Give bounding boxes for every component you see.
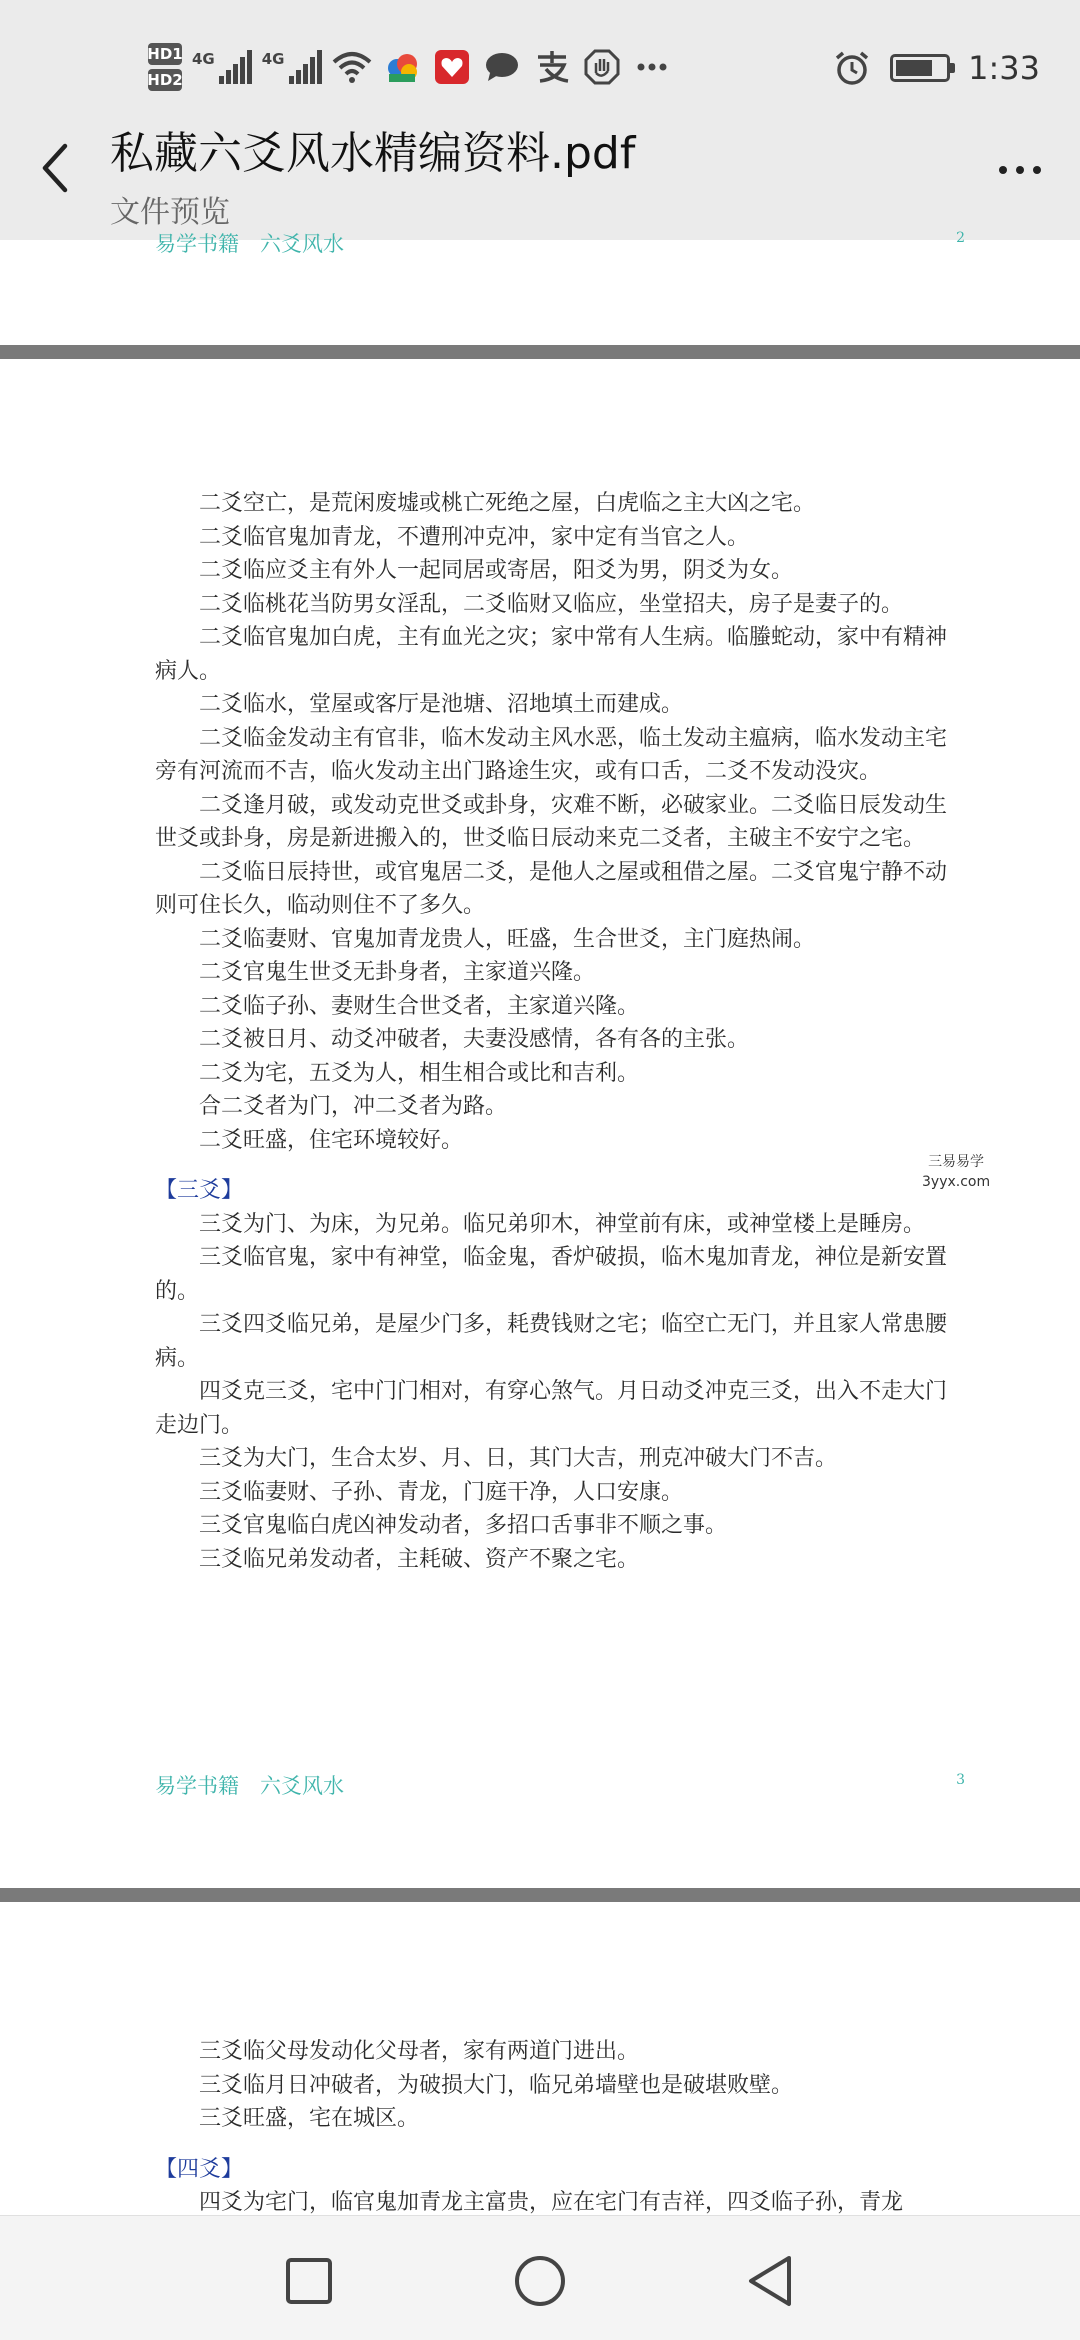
status-bar [0,0,1080,135]
paragraph: 三爻为门、为床，为兄弟。临兄弟卯木，神堂前有床，或神堂楼上是睡房。 [199,1211,926,1237]
paragraph: 二爻临子孙、妻财生合世爻者，主家道兴隆。 [199,993,640,1019]
dot-icon [1016,166,1024,174]
page-separator [0,1888,1080,1902]
paragraph: 二爻临日辰持世，或官鬼居二爻，是他人之屋或租借之屋。二爻官鬼宁静不动则可住长久，临动则住不了多久。 [155,859,948,918]
chat-bubble-icon [482,47,522,87]
system-nav-bar [0,2215,1080,2340]
hd-indicators [148,43,182,91]
chevron-left-icon [40,143,70,193]
page-separator [0,345,1080,359]
page2-footer-title: 易学书籍 六爻风水 [155,232,344,256]
wifi-icon [332,47,372,87]
clock: 1:33 [968,49,1040,87]
recent-apps-button[interactable] [274,2246,344,2316]
page3-content [155,487,965,1576]
sim1-network-label: 4G [192,50,215,68]
page3-footer [155,1770,965,1800]
section-heading: 【四爻】 [155,2156,244,2182]
file-title: 私藏六爻风水精编资料.pdf [110,128,636,179]
sim1-signal-icon [192,50,252,84]
paragraph: 四爻为宅门，临官鬼加青龙主富贵，应在宅门有吉祥，四爻临子孙，青龙 [199,2190,904,2215]
paragraph: 三爻临妻财、子孙、青龙，门庭干净，人口安康。 [199,1479,684,1505]
paragraph: 二爻临妻财、官鬼加青龙贵人，旺盛，生合世爻，主门庭热闹。 [199,926,816,952]
page3-number: 3 [956,1772,965,1788]
paragraph: 二爻临金发动主有官非，临木发动主风水恶，临土发动主瘟病，临水发动主宅旁有河流而不吉，临火发动主出门路途生灾，或有口舌，二爻不发动没灾。 [155,725,948,784]
paragraph: 二爻官鬼生世爻无卦身者，主家道兴隆。 [199,960,596,985]
paragraph: 二爻临桃花当防男女淫乱，二爻临财又临应，坐堂招夫，房子是妻子的。 [199,591,904,617]
home-button[interactable] [505,2246,575,2316]
triangle-back-icon [745,2254,795,2308]
dot-icon [1033,166,1041,174]
section-heading: 【三爻】 [155,1178,244,1203]
paragraph: 二爻为宅，五爻为人，相生相合或比和吉利。 [199,1060,640,1086]
paragraph: 二爻临官鬼加青龙，不遭刑冲克冲，家中定有当官之人。 [199,524,750,550]
watermark [922,1152,990,1192]
paragraph: 二爻旺盛，住宅环境较好。 [199,1127,464,1153]
watermark-line2: 3yyx.com [922,1174,991,1190]
watermark-line1: 三易易学 [928,1154,985,1170]
paragraph: 三爻旺盛，宅在城区。 [199,2106,420,2131]
paragraph: 二爻被日月、动爻冲破者，夫妻没感情，各有各的主张。 [199,1027,750,1052]
red-app-icon [432,47,472,87]
paragraph: 三爻临父母发动化父母者，家有两道门进出。 [199,2039,640,2064]
battery-icon [890,54,950,82]
square-icon [284,2256,334,2306]
battery-level [896,60,932,76]
status-left-icons [148,32,672,102]
paragraph: 二爻空亡，是荒闲废墟或桃亡死绝之屋，白虎临之主大凶之宅。 [199,491,816,516]
page2-footer [155,228,965,258]
circle-icon [512,2253,568,2309]
paragraph: 三爻临官鬼，家中有神堂，临金鬼，香炉破损，临木鬼加青龙，神位是新安置的。 [155,1245,948,1304]
pdf-viewer[interactable] [0,230,1080,2215]
paragraph: 三爻为大门，生合太岁、月、日，其门大吉，刑克冲破大门不吉。 [199,1446,838,1471]
file-preview-label: 文件预览 [110,195,230,230]
paragraph: 三爻官鬼临白虎凶神发动者，多招口舌事非不顺之事。 [199,1513,728,1538]
status-right-icons [832,38,1040,98]
paragraph: 二爻逢月破，或发动克世爻或卦身，灾难不断，必破家业。二爻临日辰发动生世爻或卦身，房是新进搬入的，世爻临日辰动来克二爻者，主破主不安宁之宅。 [155,792,948,851]
sim2-signal-icon [262,50,322,84]
back-nav-button[interactable] [735,2246,805,2316]
sim2-network-label: 4G [261,50,285,68]
paragraph: 二爻临应爻主有外人一起同居或寄居，阳爻为男，阴爻为女。 [199,558,794,583]
paragraph: 二爻临水，堂屋或客厅是池塘、沼地填土而建成。 [199,692,684,717]
paragraph: 三爻四爻临兄弟，是屋少门多，耗费钱财之宅；临空亡无门，并且家人常患腰病。 [155,1312,948,1371]
paragraph: 合二爻者为门，冲二爻者为路。 [199,1094,508,1119]
hd2-badge: HD2 [147,71,183,89]
hand-stop-icon [582,47,622,87]
hd1-badge: HD1 [147,45,183,63]
alipay-icon [532,47,572,87]
dot-icon [999,166,1007,174]
page4-content [155,2035,965,2220]
more-options-button[interactable] [990,135,1050,205]
more-notifications-icon [632,47,672,87]
app-header [0,128,1080,240]
cloud-app-icon [382,47,422,87]
paragraph: 三爻临兄弟发动者，主耗破、资产不聚之宅。 [199,1546,640,1572]
page2-number: 2 [956,230,965,246]
paragraph: 四爻克三爻，宅中门门相对，有穿心煞气。月日动爻冲克三爻，出入不走大门走边门。 [155,1379,948,1438]
paragraph: 三爻临月日冲破者，为破损大门，临兄弟墙壁也是破堪败壁。 [199,2072,794,2098]
paragraph: 二爻临官鬼加白虎，主有血光之灾；家中常有人生病。临螣蛇动，家中有精神病人。 [155,625,948,684]
back-button[interactable] [30,133,80,203]
page3-footer-title: 易学书籍 六爻风水 [155,1774,344,1798]
alarm-clock-icon [832,48,872,88]
